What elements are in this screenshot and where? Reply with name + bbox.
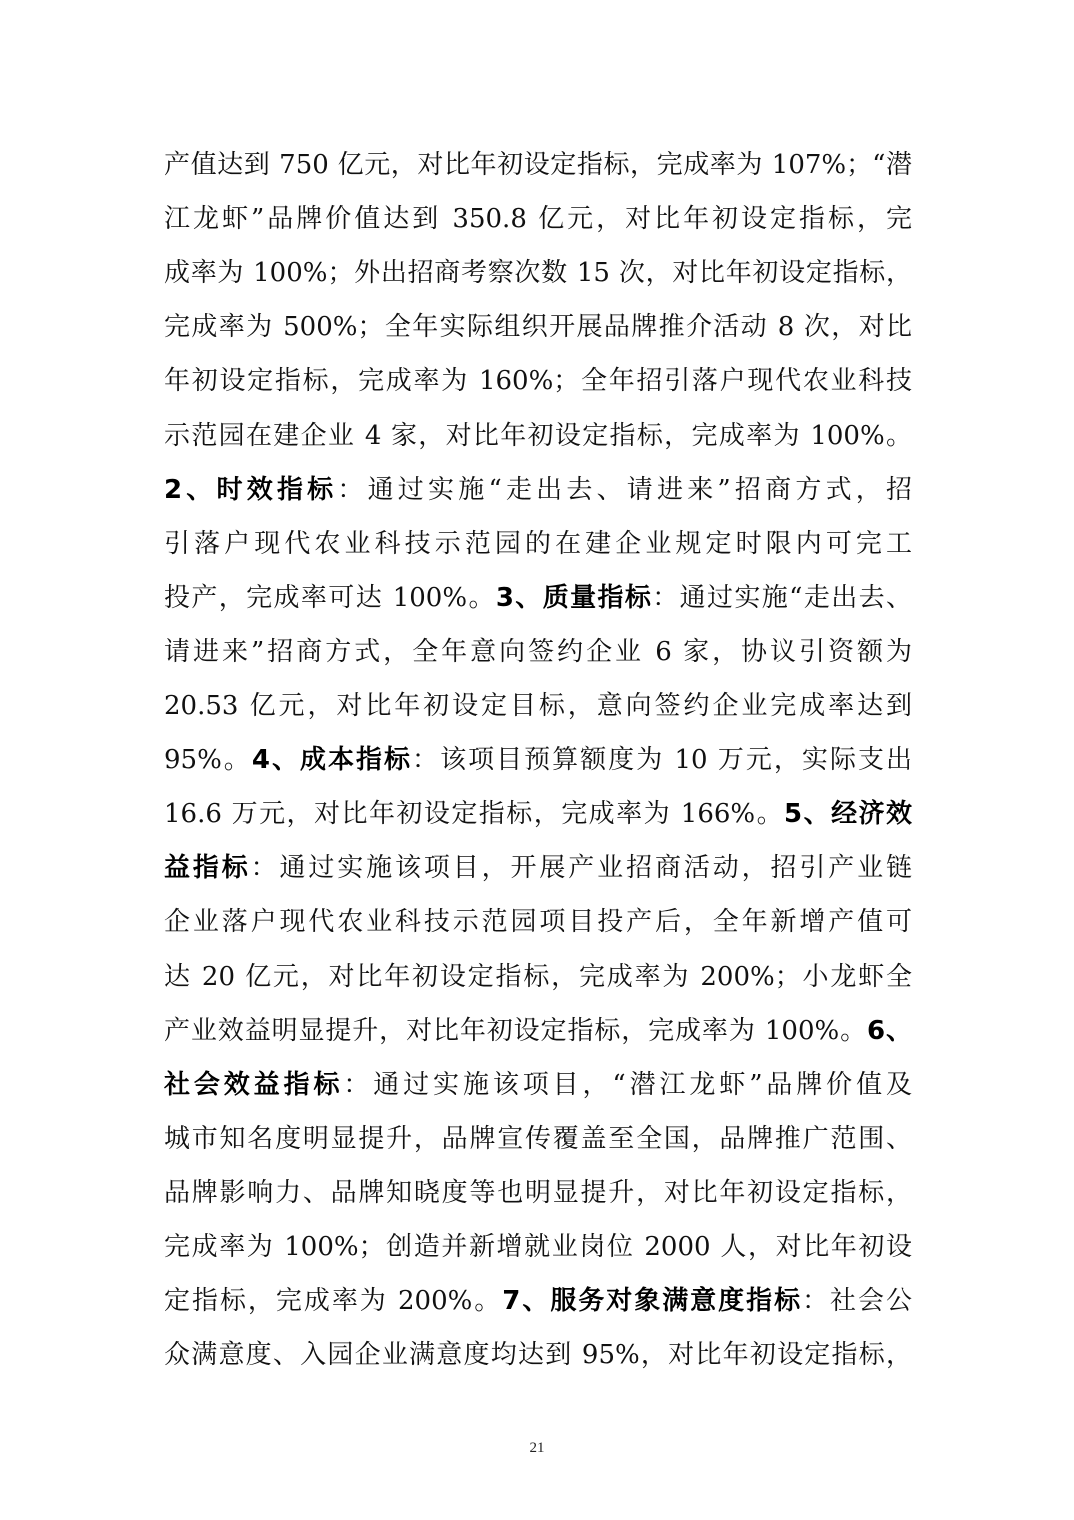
text-run: 品牌影响力、品牌知晓度等也明显提升，对比年初设定指标， (164, 1177, 912, 1208)
text-line (164, 1011, 912, 1051)
text-line (164, 957, 912, 997)
text-line (164, 578, 912, 618)
text-run: 95%。 (164, 745, 252, 776)
text-line (164, 253, 912, 293)
text-run: 达 20 亿元，对比年初设定指标，完成率为 200%；小龙虾全 (164, 961, 912, 992)
text-run: 产值达到 750 亿元，对比年初设定指标，完成率为 107%；“潜 (164, 150, 912, 180)
text-run: 16.6 万元，对比年初设定指标，完成率为 166%。 (164, 799, 785, 830)
text-run: 江龙虾”品牌价值达到 350.8 亿元，对比年初设定指标，完 (164, 204, 912, 235)
page-number: 21 (529, 1440, 545, 1456)
text-line (164, 794, 912, 834)
bold-heading: 5、经济效 (784, 799, 912, 830)
text-run: ：通过实施“走出去、 (652, 582, 912, 613)
text-run: 产业效益明显提升，对比年初设定指标，完成率为 100%。 (164, 1015, 867, 1046)
text-run: 示范园在建企业 4 家，对比年初设定指标，完成率为 100%。 (164, 420, 912, 451)
text-line (164, 307, 912, 347)
text-run: 企业落户现代农业科技示范园项目投产后，全年新增产值可 (164, 907, 912, 938)
text-run: 年初设定指标，完成率为 160%；全年招引落户现代农业科技 (164, 366, 912, 397)
text-run: 完成率为 500%；全年实际组织开展品牌推介活动 8 次，对比 (164, 312, 912, 343)
text-line (164, 1227, 912, 1267)
text-line (164, 524, 912, 564)
text-run: 20.53 亿元，对比年初设定目标，意向签约企业完成率达到 (164, 691, 912, 721)
text-line (164, 848, 912, 888)
text-run: 完成率为 100%；创造并新增就业岗位 2000 人，对比年初设 (164, 1232, 912, 1262)
text-line (164, 416, 912, 456)
text-line (164, 632, 912, 672)
text-run: ：该项目预算额度为 10 万元，实际支出 (412, 745, 912, 776)
text-run: ：通过实施“走出去、请进来”招商方式，招 (337, 474, 912, 505)
text-line (164, 1281, 912, 1321)
text-line (164, 470, 912, 510)
text-line (164, 686, 912, 726)
text-run: 引落户现代农业科技示范园的在建企业规定时限内可完工 (164, 528, 912, 559)
bold-heading: 7、服务对象满意度指标 (502, 1286, 803, 1317)
text-run: ：通过实施该项目，“潜江龙虾”品牌价值及 (343, 1069, 912, 1100)
text-run: 城市知名度明显提升，品牌宣传覆盖至全国，品牌推广范围、 (164, 1123, 912, 1154)
text-line (164, 902, 912, 942)
bold-heading: 益指标 (164, 853, 251, 884)
text-line (164, 199, 912, 239)
bold-heading: 4、成本指标 (251, 745, 413, 776)
text-run: 定指标，完成率为 200%。 (164, 1286, 503, 1317)
text-run: 成率为 100%；外出招商考察次数 15 次，对比年初设定指标， (164, 258, 912, 289)
bold-heading: 2、时效指标 (164, 474, 338, 505)
bold-heading: 社会效益指标 (164, 1069, 344, 1100)
text-run: ：通过实施该项目，开展产业招商活动，招引产业链 (250, 853, 912, 884)
text-line (164, 1173, 912, 1213)
text-line (164, 1119, 912, 1159)
bold-heading: 3、质量指标 (495, 582, 653, 613)
text-run: 投产，完成率可达 100%。 (164, 582, 496, 613)
text-run: 众满意度、入园企业满意度均达到 95%，对比年初设定指标， (164, 1340, 912, 1371)
text-line (164, 361, 912, 401)
text-line (164, 740, 912, 780)
text-line (164, 1065, 912, 1105)
text-run: ：社会公 (802, 1286, 912, 1317)
text-line (164, 1335, 912, 1375)
text-line (164, 145, 912, 185)
bold-heading: 6、 (867, 1015, 912, 1046)
text-run: 请进来”招商方式，全年意向签约企业 6 家，协议引资额为 (164, 636, 912, 667)
